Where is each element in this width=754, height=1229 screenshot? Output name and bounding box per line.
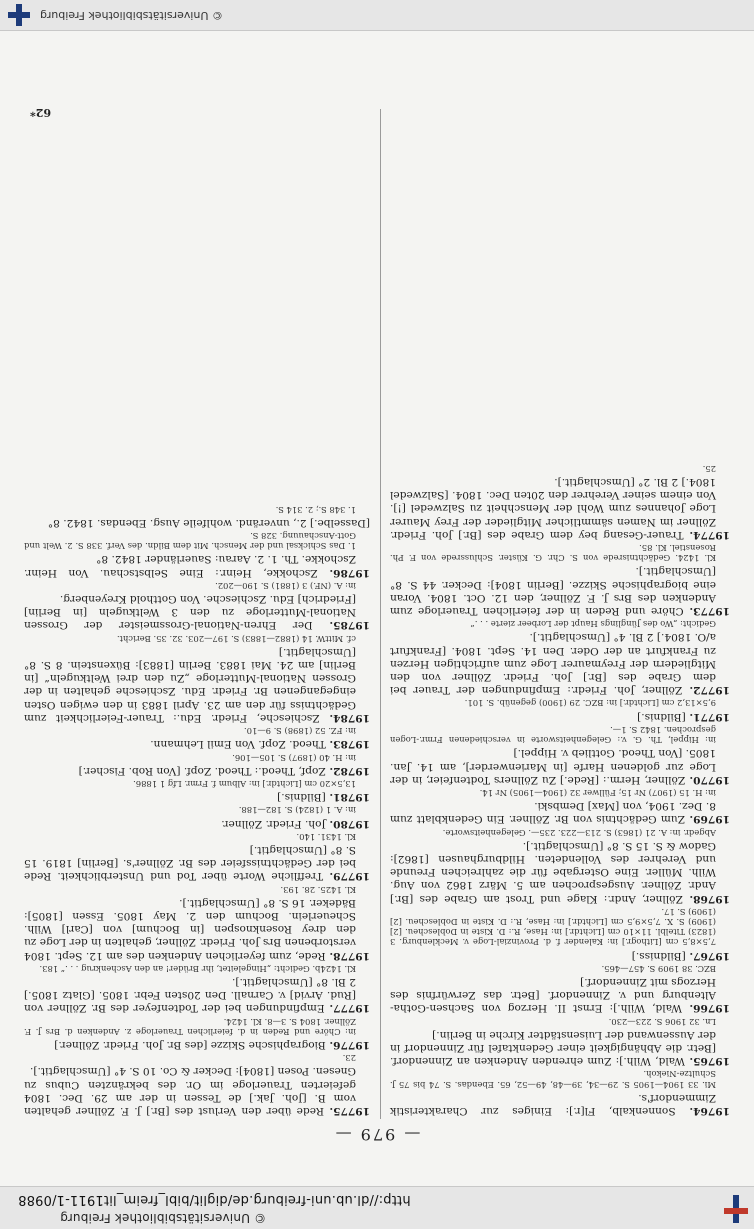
- bibliography-entry: [390, 464, 730, 541]
- entry-note: Kl. 1424. Gedächtnisrede von S. Chr. G. Küster. Schlussrede von F. Ph. Rosenstiel. Kl. 85.: [390, 543, 716, 564]
- entry-note: Abgedr. in: A. 21 (1863) S. 213—223. 235—. Gelegenheitsworte.: [442, 827, 716, 838]
- entry-text: [Bildniss.]: [631, 949, 686, 962]
- entry-text: [Dasselbe.] 2., unveränd. wohlfeile Ausg. Ebendas. 1842. 8°: [47, 516, 370, 529]
- bibliography-entry: [390, 698, 730, 722]
- entry-text: Zöllner, Andr.: Klage und Trost am Grabe des [Br.] Andr. Zöllner. Ausgesprochen am 5. März 1862 von Aug. Wilh. Müller. Eine Ostergabe für die zahlreichen Freunde und Verehrer des Vollendeten. Hildburghausen [1862]: Gadow & S. 15 S. 8° [Umschlagtit.].: [389, 839, 716, 905]
- entry-number: 19786.: [317, 566, 370, 579]
- bibliography-entry: [24, 832, 370, 883]
- bibliography-entry: [390, 543, 730, 617]
- entry-note: in: A. 1 (1824) S. 182—188.: [238, 805, 356, 816]
- entry-note: cf. MittW. 14 (1882—1883) S. 197—203. 32. 35. Bericht.: [116, 633, 356, 644]
- entry-text: Empfindungen bei der Todtenfeyer des Br. Zöllner von [Rud. Arvid] v. Carnall. Den 20sten Febr. 1805. [Glatz 1805.] 2 Bl. 8° [Umschlagtit.].: [24, 975, 356, 1015]
- bibliography-entry: [24, 581, 370, 632]
- entry-text: Rede, zum feyerlichen Andenken des am 12. Sept. 1804 verstorbenen Brs Joh. Friedr. Zöllner, gehalten in der Loge zu den drey Rosenknospen [in Bochum] von [Carl] Wilh. Scheuerlein. Bochum den 2. May 1805. Essen [1805]: Bädeker. 16 S. 8° [Umschlagtit.].: [24, 896, 356, 962]
- bibliography-entry: [390, 1016, 730, 1067]
- entry-note: in: H. 15 (1907) Nr 15; Füllwer 32 (1904—1905) Nr 14.: [479, 787, 716, 798]
- bibliography-entry: [24, 964, 370, 1015]
- copyright-credit-footer: © Universitätsbibliothek Freiburg: [40, 9, 223, 22]
- entry-text: Rede über den Verlust des [Br.] J. F. Zöllner gehalten vom B. [Joh. Jak.] de Tessen in der am 29. Dec. 1804 gefeierten Trauerloge im Or. des bekränzten Cubus zu Gnesen. Posen [1804]: Decker & Co. 10 S. 4° [Umschlagtit.].: [23, 1065, 356, 1117]
- entry-note: 7,5×8,5 cm [Lithogr.] in: Kalender f. d. Provinzial-Loge v. Mecklenburg. 3 (1823) Titelbl. 11×10 cm [Lichtdr.] in: Hase, R.: D. Kiste in Doblescheu. [2] (1909) S. X. 7,5×9,5 cm [Lichtdr.] in: Hase, R.: D. Kiste in Doblescheu. [2] (1909) S. 17.: [390, 906, 716, 948]
- entry-note: 1. Das Schicksal und der Mensch. Mit dem Bildn. des Verf. 338 S. 2. Welt und Gott-Anschauung. 328 S.: [24, 531, 356, 552]
- entry-note: in: A. (NF.) 3 (1881) S. 190—202.: [215, 580, 356, 591]
- viewer-header: [0, 1186, 754, 1229]
- entry-note: Gedicht: „Wo des Jünglings Haupt der Lorbeer zierte . . .“: [470, 619, 716, 630]
- bibliography-entry: [24, 726, 370, 750]
- entry-number: 19776.: [325, 1038, 370, 1051]
- entry-number: 19780.: [325, 817, 370, 830]
- entry-number: 19779.: [323, 870, 370, 883]
- entry-text: Der Ehren-National-Grossmeister der Grossen National-Mutterloge zu den 3 Weltkugeln [in Berlin] [Friedrich] Edu. Zschiesche. Von Gotthold Kreyenberg.: [23, 593, 356, 632]
- entry-number: 19766.: [681, 1002, 730, 1015]
- entry-number: 19774.: [683, 528, 730, 541]
- entry-text: Trauer-Gesang bey dem Grabe des [Br.] Joh. Friedr. Zöllner im Namen sämmtlicher Mitglieder der Frey Maurer Loge Johannes zum Wohl der Menschheit zu Salzwedel [!]. Von einem seiner Verehrer den 20ten Dec. 1804. [Salzwedel 1804.] 2 Bl. 2° [Umschlagtit.].: [389, 476, 716, 541]
- entry-number: 19773.: [683, 605, 730, 618]
- permalink-url[interactable]: http://dl.ub.uni-freiburg.de/diglit/bibl_freim_lit1911-1/0988: [18, 1192, 411, 1207]
- bibliography-entry: [390, 827, 730, 904]
- bibliography-entry: [24, 752, 370, 776]
- entry-text: Zschokke, Heinr.: Eine Selbstschau. Von Heinr. Zschokke. Th. 1. 2. Aarau: Sauerländer 1842. 8°: [23, 553, 356, 579]
- entry-text: Sonnenkalb, Fl[r.]: Einiges zur Charakteristik Zimmendorf's.: [390, 1091, 716, 1117]
- bibliography-entry: [24, 805, 370, 829]
- entry-text: [Bildnis.]: [637, 710, 686, 723]
- entry-text: Biographische Skizze [des Br. Joh. Friedr. Zöllner.]: [54, 1038, 326, 1051]
- entry-number: 19777.: [324, 1002, 370, 1015]
- entry-number: 19775.: [323, 1105, 370, 1117]
- entry-number: 19767.: [685, 949, 730, 962]
- entry-number: 19770.: [685, 773, 730, 786]
- bibliography-entry: [24, 884, 370, 961]
- entry-number: 19765.: [684, 1055, 730, 1068]
- entry-text: Zum Gedächtnis von Br. Zöllner. Ein Gedenkblatt zum 8. Dez. 1904, von [Max] Dembski.: [389, 800, 716, 826]
- entry-note: Kl. 1431. 140.: [296, 831, 356, 842]
- entry-note: in: Hippel, Th. G. v.: Gelegenheitsworte in verschiedenen Frmr.-Logen gesprochen. 1842 S. 1—.: [390, 724, 716, 746]
- entry-note: Mi. 33 1904—1905 S. 29—34, 39—48, 49—52, 65. Ebendas. S. 74 bis 75 J. Schultze-Niekoh.: [390, 1069, 716, 1090]
- bibliography-entry: [24, 531, 370, 579]
- entry-number: 19768.: [682, 892, 730, 905]
- signature-mark: 62*: [30, 106, 52, 119]
- column-divider: [380, 109, 381, 1119]
- bibliography-entry: [390, 725, 730, 786]
- viewer-footer: [0, 0, 754, 31]
- entry-text: Zschiesche, Friedr. Edu.: Trauer-Feierlichkeit zum Gedächtniss für den am 23. April 1883 in den ewigen Osten eingegangenen Br. Friedr. Edu. Zschiesche gehalten in der Grossen National-Mutterloge „Zu den drei Weltkugeln“ [in Berlin] am 24. Mai 1883. Berlin [1883]: Büxenstein. 8 S. 8° [Umschlagtit.]: [24, 645, 356, 724]
- entry-note: in: FZ. 52 (1898) S. 9—10.: [244, 726, 356, 737]
- entry-number: 19781.: [325, 791, 370, 804]
- entry-note: 1. 348 S.; 2. 314 S.: [275, 504, 356, 515]
- right-column: [24, 502, 370, 1117]
- entry-text: Wald, Wilh.]: Ernst II. Herzog von Sachsen-Gotha-Altenburg und v. Zinnendorf. [Betr. das Zerwürfnis des Herzogs mit Zinnendorf.]: [390, 975, 716, 1015]
- bibliography-entry: [390, 788, 730, 826]
- entry-text: [Bildnis.]: [277, 791, 326, 804]
- ub-freiburg-footer-logo-icon: [8, 4, 30, 26]
- ub-freiburg-logo-icon: [724, 1195, 748, 1223]
- bibliography-entry: [24, 779, 370, 803]
- entry-text: Wald, Wilh.]: Zum ehrenden Andenken an Zinnendorf. [Betr. die Abhängigkeit einer Gedenktafel für Zinnendorf in der Aussenwand der Luisenstädter Kirche in Berlin.]: [389, 1028, 716, 1068]
- entry-text: Treffliche Worte über Tod und Unsterblichkeit. Rede bei der Gedächtnissfeier des Br. Zöllner's. [Berlin] 1819. 15 S. 8° [Umschlagtit.]: [24, 843, 356, 883]
- entry-note: 13,5×20 cm [Lichtdr.] in: Album f. Frmr. Lfg 1 1886.: [133, 778, 356, 789]
- entry-number: 19769.: [685, 813, 730, 826]
- entry-text: Zopf, Theod.: Theod. Zopf. [Von Rob. Fischer.]: [78, 764, 326, 777]
- page-number: — 979 —: [333, 1125, 421, 1144]
- entry-text: Zöllner, Joh. Friedr.: Empfindungen der Trauer bei dem Grabe des [Br.] Joh. Friedr. Zöllner von den Mitgliedern der Freymaurer Loge zum aufrichtigen Herzen zu Frankfurt an der Oder. Den 14. Sept. 1804. [Frankfurt a/O. 1804.] 2 Bl. 4° [Umschlagtit.].: [390, 631, 716, 697]
- entry-number: 19784.: [319, 711, 370, 724]
- entry-number: 19772.: [682, 684, 730, 697]
- copyright-credit: © Universitätsbibliothek Freiburg: [60, 1211, 267, 1225]
- entry-text: Zöllner, Herm.: [Rede.] Zu Zöllners Todtenfeier, in der Loge zur goldenen Harfe [in Marienwerder], am 14. Jan. 1805. [Von Theod. Gottlieb v. Hippel.]: [390, 747, 716, 786]
- bibliography-entry: [390, 619, 730, 696]
- bibliography-entry: [24, 1016, 370, 1051]
- entry-number: 19771.: [685, 710, 730, 723]
- bibliography-entry: [24, 1053, 370, 1117]
- entry-note: Kl. 1425. 28. 193.: [280, 884, 356, 895]
- entry-text: Chöre und Reden in der feierlichen Trauerloge zum Andenken des Brs J. F. Zöllner, den 12. Oct. 1804. Voran eine biographische Skizze. [Berlin 1804]: Decker. 44 S. 8° [Umschlagtit.].: [390, 565, 716, 618]
- entry-text: Joh. Friedr. Zöllner.: [221, 817, 326, 830]
- entry-note: BZC. 38 1909 S. 457—465.: [601, 963, 716, 974]
- entry-text: Theod. Zopf. Von Emil Lehmann.: [150, 738, 326, 751]
- bibliography-entry: [390, 1069, 730, 1117]
- bibliography-entry: [390, 964, 730, 1015]
- entry-note: 23.: [342, 1053, 356, 1064]
- entry-number: 19764.: [675, 1105, 730, 1117]
- entry-number: 19783.: [325, 738, 370, 751]
- entry-note: Kl. 1424b. Gedicht: „Hingeleitet, ihr Brüder! an den Aschenkrug . . .“ 183.: [39, 963, 356, 974]
- entry-note: Ln. 32 1906 S. 223—230.: [608, 1016, 716, 1027]
- entry-note: 25.: [702, 463, 716, 474]
- bibliography-entry: [24, 504, 370, 528]
- bibliography-entry: [390, 907, 730, 962]
- bibliography-entry: [24, 633, 370, 723]
- entry-number: 19785.: [312, 619, 370, 632]
- entry-note: in: Chöre und Reden in d. feierlichen Trauerloge z. Andenken d. Brs J. F. Zöllner. 1804 S. 3—8. Kl. 1424.: [24, 1016, 356, 1037]
- entry-note: in: H. 40 (1897) S. 105—106.: [232, 752, 356, 763]
- left-column: [390, 462, 730, 1117]
- entry-number: 19782.: [325, 764, 370, 777]
- entry-note: 9,5×13,2 cm [Lichtdr.] in: BZC. 29 (1900) gegenüb. S. 101.: [464, 698, 716, 709]
- entry-number: 19778.: [325, 949, 370, 962]
